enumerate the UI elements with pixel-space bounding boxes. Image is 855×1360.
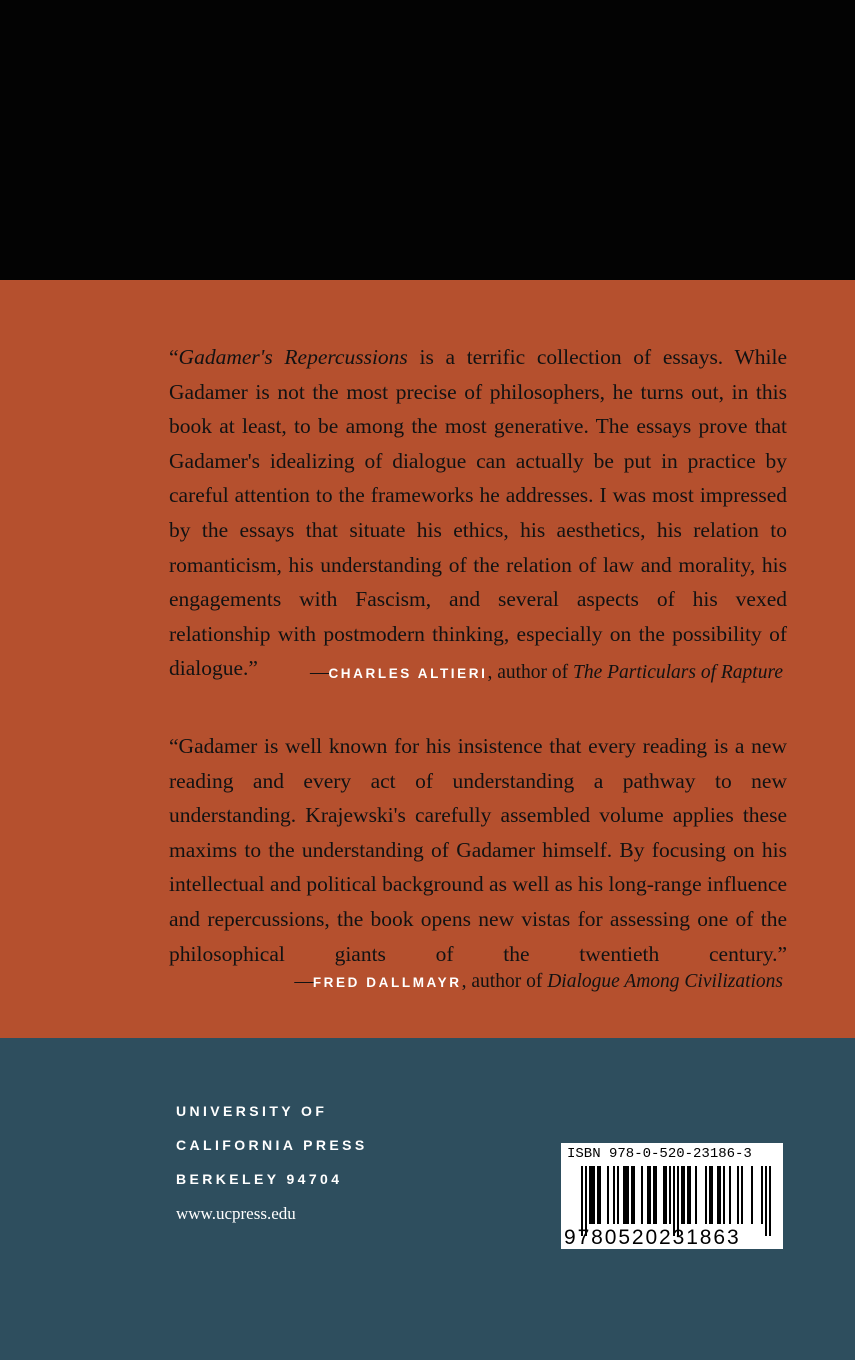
- endorser-name: CHARLES ALTIERI: [328, 666, 488, 681]
- barcode-bar: [709, 1166, 713, 1224]
- barcode-bar: [737, 1166, 739, 1224]
- quoted-book-title: Gadamer's Repercussions: [178, 345, 408, 369]
- barcode-bar: [717, 1166, 721, 1224]
- barcode-bar: [751, 1166, 753, 1224]
- barcode-bar: [681, 1166, 685, 1224]
- barcode-bar: [613, 1166, 615, 1224]
- barcode-bar: [705, 1166, 707, 1224]
- quote-1-body: is a terrific collection of essays. While Gadamer is not the most precise of philosophers, he turns out, in this book at least, to be among the most generative. The essays prove that Gadamer's idealizing of dialogue can actually be put in practice by careful attention to the frameworks he addresses. I was most impressed by the essays that situate his ethics, his aesthetics, his relation to romanticism, his understanding of the relation of law and morality, his engagements with Fascism, and several aspects of his vexed relationship with postmodern thinking, especially on the possibility of dialogue.”: [169, 345, 787, 681]
- barcode-bar: [617, 1166, 619, 1224]
- quote-2-body: “Gadamer is well known for his insistence that every reading is a new reading and every act of understanding a pathway to new understanding. Krajewski's carefully assembled volume applies these maxims to the understanding of Gadamer himself. By focusing on his intellectual and political background as well as his long-range influence and repercussions, the book opens new vistas for assessing one of the philosophical giants of the twentieth century.”: [169, 734, 787, 966]
- endorsement-quote-1-text: “Gadamer's Repercussions is a terrific collection of essays. While Gadamer is not the most precise of philosophers, he turns out, in this book at least, to be among the most generative. The essays prove that Gadamer's idealizing of dialogue can actually be put in practice by careful attention to the frameworks he addresses. I was most impressed by the essays that situate his ethics, his aesthetics, his relation to romanticism, his understanding of the relation of law and morality, his engagements with Fascism, and several aspects of his vexed relationship with postmodern thinking, especially on the possibility of dialogue.”: [169, 345, 787, 681]
- endorsement-attribution-1: —CHARLES ALTIERI, author of The Particulars of Rapture: [309, 662, 783, 683]
- barcode-bar: [607, 1166, 609, 1224]
- barcode-bar: [663, 1166, 667, 1224]
- endorsement-quote-2: [169, 729, 787, 1006]
- barcode-bar: [729, 1166, 731, 1224]
- endorser-name: FRED DALLMAYR: [312, 975, 462, 990]
- barcode-bar: [623, 1166, 629, 1224]
- endorser-work-title: The Particulars of Rapture: [573, 662, 783, 683]
- barcode-bar: [597, 1166, 601, 1224]
- barcode-bar: [761, 1166, 763, 1224]
- publisher-line-1: UNIVERSITY OF: [176, 1103, 328, 1119]
- publisher-address: [176, 1100, 368, 1202]
- barcode-digits: 9780520231863: [564, 1226, 741, 1249]
- barcode-bar: [589, 1166, 595, 1224]
- publisher-line-3: BERKELEY 94704: [176, 1171, 343, 1187]
- barcode-bar: [631, 1166, 635, 1224]
- barcode-bar: [769, 1166, 771, 1236]
- endorser-work-title: Dialogue Among Civilizations: [547, 971, 783, 992]
- barcode-bar: [723, 1166, 725, 1224]
- attribution-prefix: , author of: [461, 971, 548, 992]
- publisher-line-2: CALIFORNIA PRESS: [176, 1137, 368, 1153]
- barcode-bar: [741, 1166, 743, 1224]
- barcode-bar: [669, 1166, 671, 1224]
- barcode-bar: [641, 1166, 643, 1224]
- barcode-bar: [653, 1166, 657, 1224]
- top-black-band: [0, 0, 855, 280]
- isbn-text: ISBN 978-0-520-23186-3: [567, 1146, 752, 1162]
- publisher-website: www.ucpress.edu: [176, 1204, 296, 1223]
- barcode-bar: [695, 1166, 697, 1224]
- barcode-bar: [687, 1166, 691, 1224]
- barcode-bar: [647, 1166, 651, 1224]
- barcode-bar: [765, 1166, 767, 1236]
- attribution-prefix: , author of: [487, 662, 574, 683]
- endorsement-attribution-2: —FRED DALLMAYR, author of Dialogue Among Civilizations: [294, 971, 783, 992]
- isbn-barcode-label: [561, 1143, 783, 1249]
